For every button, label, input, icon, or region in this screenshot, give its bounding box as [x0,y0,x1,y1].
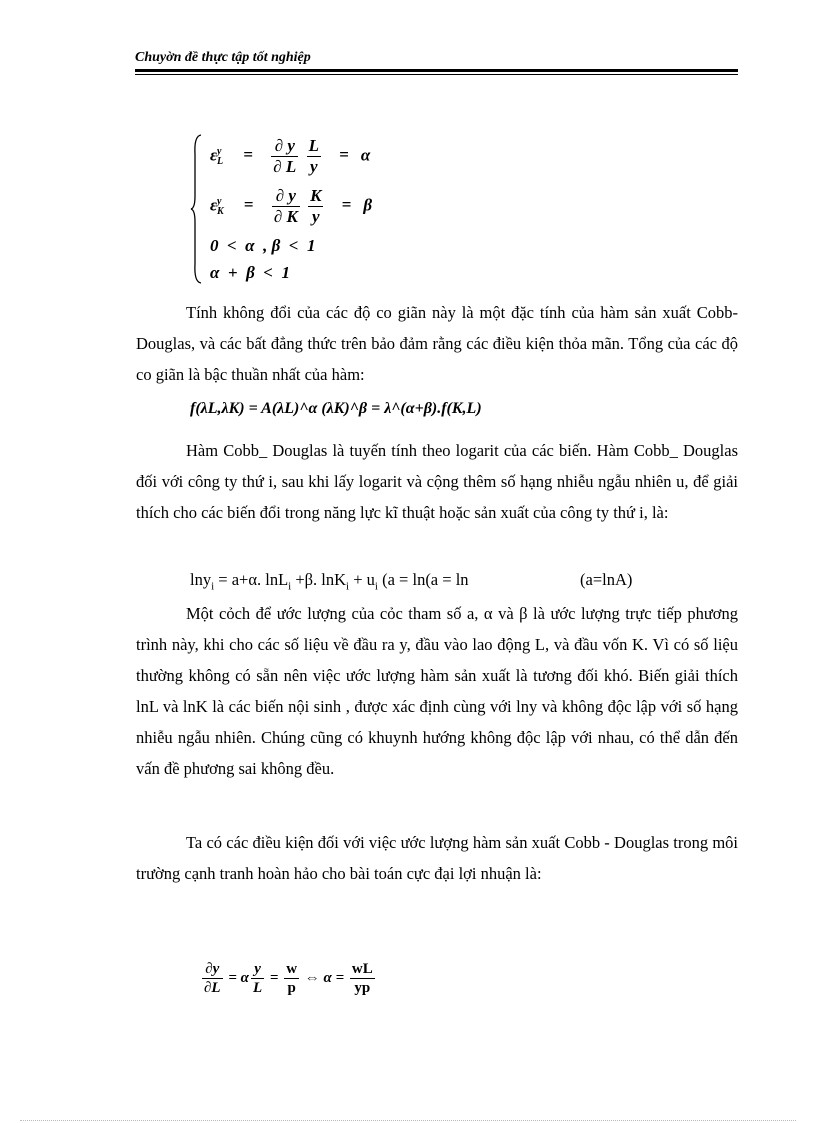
paragraph-2: Hàm Cobb_ Douglas là tuyến tính theo logarit của các biến. Hàm Cobb_ Douglas đối với công ty thứ i, sau khi lấy logarit và cộng thêm số hạng nhiễu ngẫu nhiên u, để giải thích cho các biến đổi trong năng lực kĩ thuật hoặc sản xuất của công ty thứ i, là: [136,441,738,522]
footer-dotted-line [20,1120,796,1121]
inequality-row-1: 0 < α , β < 1 [210,236,316,255]
header-rule-thick [135,69,738,72]
paragraph-3: Một cỏch để ước lượng của cỏc tham số a, α và β là ước lượng trực tiếp phương trình này, khi cho các số liệu về đầu ra y, đầu vào lao động L, và đầu vốn K. Vì có số liệu thường không có sẵn nên việc ước lượng hàm sản xuất là tương đối khó. Biến giải thích lnL và lnK là các biến nội sinh , được xác định cùng với lny và không độc lập với số hạng nhiễu ngẫu nhiên. Chúng cũng có khuynh hướng không độc lập với nhau, có thể dẫn đến vấn đề phương sai không đều. [136,604,738,778]
regression-equation: lny$_i$ = a+α. lnL$_i$ +β. $\ln K_i + u_i$ (a = ln(a = ln [190,570,469,593]
elasticity-capital-row: εy K = $\frac{\partial y}{\partial K}$ $\frac{K}{y}$ = β [210,186,373,226]
paragraph-4: Ta có các điều kiện đối với việc ước lượng hàm sản xuất Cobb - Douglas trong môi trường cạnh tranh hoàn hảo cho bài toán cực đại lợi nhuận là: [136,833,738,883]
elasticity-labor-row: εy L = $\frac{\partial y}{\partial L}$ $\frac{L}{y}$ = α [210,136,371,176]
profit-max-condition: $\frac{\partial y}{\partial L}$ = α $\frac{y}{L}$ = $\frac{w}{p}$ ⇔ α = $\frac{wL}{yp}$ [204,961,373,996]
page-header: Chuyờn đề thực tập tốt nghiệp [135,50,311,65]
elasticity-system [190,128,430,293]
paragraph-1: Tính không đổi của các độ co giãn này là một đặc tính của hàm sản xuất Cobb-Douglas, và các bất đẳng thức trên bảo đảm rằng các điều kiện thỏa mãn. Tổng của các độ co giãn là bậc thuần nhất của hàm: [136,303,738,384]
inequality-row-2: α + β < 1 [210,263,290,282]
regression-note: (a=lnA) [580,570,633,589]
header-rule-thin [135,74,738,75]
homogeneity-formula: f(λL,λK) = A(λL)^α (λK)^β = λ^(α+β).f(K,L) [190,400,482,417]
left-brace [190,134,202,284]
